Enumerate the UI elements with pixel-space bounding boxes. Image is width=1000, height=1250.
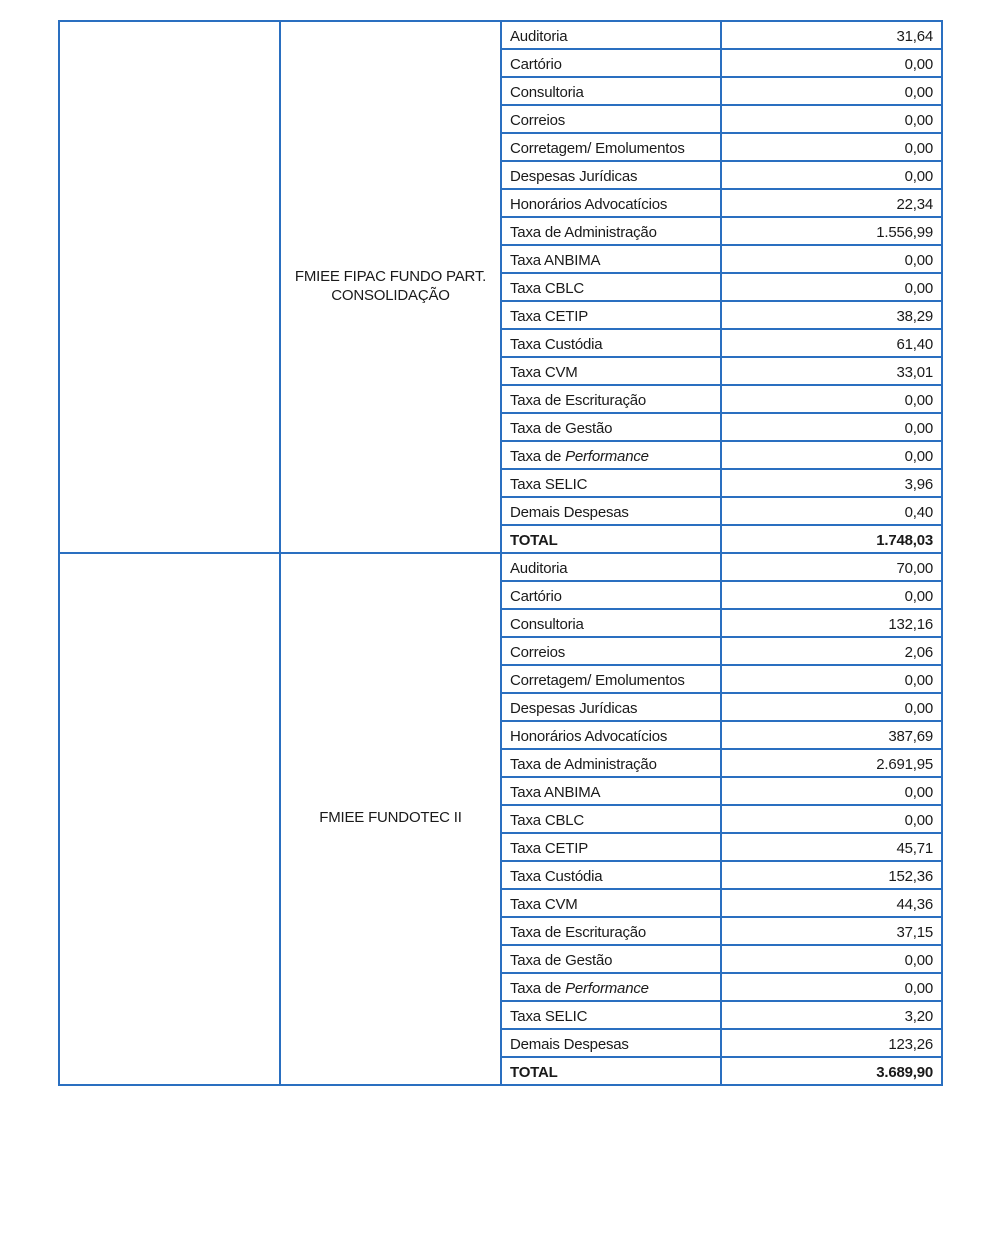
expense-value: 0,00 [721, 693, 942, 721]
expense-label [501, 189, 721, 217]
expense-label [501, 973, 721, 1001]
expense-label [501, 861, 721, 889]
expense-label [501, 105, 721, 133]
expense-label-text: Cartório [510, 56, 562, 73]
expense-label [501, 161, 721, 189]
expense-value: 0,00 [721, 245, 942, 273]
expense-label [501, 665, 721, 693]
expense-label [501, 1029, 721, 1057]
expense-value: 45,71 [721, 833, 942, 861]
table-row [59, 21, 942, 49]
expense-value: 33,01 [721, 357, 942, 385]
expense-label-text: Taxa CBLC [510, 812, 585, 829]
expense-value: 2,06 [721, 637, 942, 665]
expense-value: 61,40 [721, 329, 942, 357]
expense-label [501, 133, 721, 161]
expense-label [501, 889, 721, 917]
expense-value: 22,34 [721, 189, 942, 217]
expense-label-text: Correios [510, 112, 566, 129]
expense-label-text: Consultoria [510, 84, 584, 101]
expense-label [501, 385, 721, 413]
expense-label [501, 693, 721, 721]
expense-label [501, 21, 721, 49]
expense-label-text: Taxa CBLC [510, 280, 585, 297]
expense-label-text: Correios [510, 644, 566, 661]
expense-label [501, 329, 721, 357]
expense-label [501, 273, 721, 301]
expense-value: 0,00 [721, 581, 942, 609]
expense-value: 1.556,99 [721, 217, 942, 245]
expense-label [501, 413, 721, 441]
total-label: TOTAL [501, 525, 721, 553]
expense-label-text: Honorários Advocatícios [510, 196, 668, 213]
expense-label [501, 917, 721, 945]
expense-label-text: Honorários Advocatícios [510, 728, 668, 745]
expense-value: 0,00 [721, 105, 942, 133]
expense-label [501, 777, 721, 805]
expense-value: 0,00 [721, 805, 942, 833]
expense-label-text: Taxa Custódia [510, 868, 603, 885]
expense-label [501, 301, 721, 329]
expense-label-text: Taxa CETIP [510, 308, 589, 325]
empty-cell [59, 21, 280, 553]
expense-label-text: Taxa de Administração [510, 756, 657, 773]
expense-label-text: Taxa ANBIMA [510, 784, 601, 801]
expense-value: 70,00 [721, 553, 942, 581]
expense-value: 0,00 [721, 49, 942, 77]
fund-name: FMIEE FIPAC FUNDO PART. CONSOLIDAÇÃO [280, 21, 501, 553]
expense-label-text: Taxa ANBIMA [510, 252, 601, 269]
expense-value: 37,15 [721, 917, 942, 945]
expense-label-text: Demais Despesas [510, 1036, 629, 1053]
expense-label [501, 721, 721, 749]
expense-label [501, 749, 721, 777]
expense-value: 0,40 [721, 497, 942, 525]
expense-label-text: Taxa CVM [510, 364, 578, 381]
expense-label [501, 609, 721, 637]
expense-label-text: Cartório [510, 588, 562, 605]
expense-label [501, 357, 721, 385]
expense-label-text: Auditoria [510, 28, 568, 45]
total-value: 1.748,03 [721, 525, 942, 553]
expense-label [501, 637, 721, 665]
expense-value: 44,36 [721, 889, 942, 917]
expense-label [501, 469, 721, 497]
expense-label-text: Taxa CVM [510, 896, 578, 913]
expense-label [501, 581, 721, 609]
expense-value: 38,29 [721, 301, 942, 329]
expense-label [501, 245, 721, 273]
expense-label [501, 217, 721, 245]
expense-value: 0,00 [721, 777, 942, 805]
expense-label-text: Taxa CETIP [510, 840, 589, 857]
total-label: TOTAL [501, 1057, 721, 1085]
expense-label [501, 497, 721, 525]
expense-value: 0,00 [721, 945, 942, 973]
expense-label-text: Taxa de [510, 980, 566, 997]
expense-value: 0,00 [721, 273, 942, 301]
expense-value: 0,00 [721, 161, 942, 189]
expense-label-text: Taxa SELIC [510, 1008, 588, 1025]
expense-label-text: Taxa SELIC [510, 476, 588, 493]
expense-label-text: Despesas Jurídicas [510, 168, 638, 185]
expense-value: 31,64 [721, 21, 942, 49]
expense-value: 0,00 [721, 973, 942, 1001]
expense-label [501, 833, 721, 861]
expense-label-italic: Performance [565, 448, 649, 465]
expenses-table [58, 20, 943, 1086]
expense-value: 3,96 [721, 469, 942, 497]
expense-label-text: Taxa de Gestão [510, 420, 613, 437]
expense-value: 132,16 [721, 609, 942, 637]
expense-label-text: Corretagem/ Emolumentos [510, 672, 685, 689]
expense-value: 2.691,95 [721, 749, 942, 777]
expense-label [501, 77, 721, 105]
expense-label-text: Consultoria [510, 616, 584, 633]
expense-value: 0,00 [721, 77, 942, 105]
expense-label [501, 1001, 721, 1029]
expense-value: 0,00 [721, 133, 942, 161]
expense-label [501, 49, 721, 77]
expense-label-text: Demais Despesas [510, 504, 629, 521]
expense-label [501, 945, 721, 973]
table-row [59, 553, 942, 581]
expense-label-italic: Performance [565, 980, 649, 997]
expense-label-text: Taxa de Gestão [510, 952, 613, 969]
expense-value: 0,00 [721, 413, 942, 441]
expense-label [501, 805, 721, 833]
total-value: 3.689,90 [721, 1057, 942, 1085]
expense-label [501, 441, 721, 469]
expense-label-text: Auditoria [510, 560, 568, 577]
expense-value: 152,36 [721, 861, 942, 889]
expenses-table-body [59, 21, 942, 1085]
expense-label-text: Corretagem/ Emolumentos [510, 140, 685, 157]
expense-label-text: Taxa de [510, 448, 566, 465]
fund-name: FMIEE FUNDOTEC II [280, 553, 501, 1085]
expense-value: 0,00 [721, 385, 942, 413]
expense-label-text: Taxa de Escrituração [510, 392, 647, 409]
expense-label-text: Taxa Custódia [510, 336, 603, 353]
expense-label-text: Despesas Jurídicas [510, 700, 638, 717]
expense-label-text: Taxa de Escrituração [510, 924, 647, 941]
expense-label [501, 553, 721, 581]
expense-value: 123,26 [721, 1029, 942, 1057]
expense-label-text: Taxa de Administração [510, 224, 657, 241]
expense-value: 0,00 [721, 665, 942, 693]
expense-value: 387,69 [721, 721, 942, 749]
expense-value: 3,20 [721, 1001, 942, 1029]
expense-value: 0,00 [721, 441, 942, 469]
empty-cell [59, 553, 280, 1085]
